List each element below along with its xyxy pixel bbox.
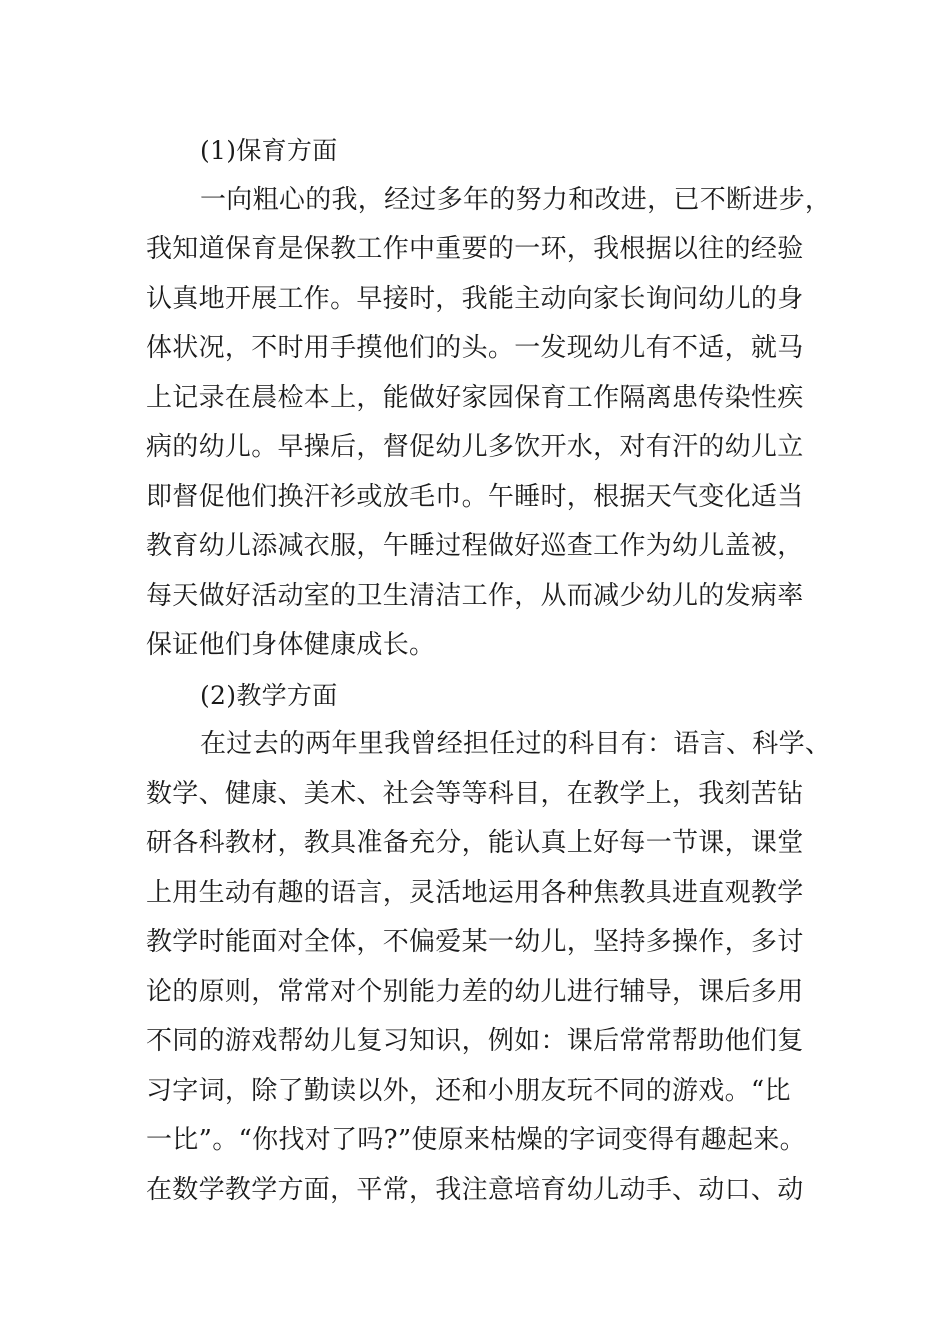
paragraph-childcare <box>146 176 832 671</box>
paragraph-teaching <box>146 720 832 1215</box>
paragraph-line: 数学、健康、美术、社会等等科目，在教学上，我刻苦钻 <box>146 778 804 809</box>
paragraph-line: 即督促他们换汗衫或放毛巾。午睡时，根据天气变化适当 <box>146 481 804 512</box>
paragraph-line: 上记录在晨检本上，能做好家园保育工作隔离患传染性疾 <box>146 382 804 413</box>
paragraph-line: 每天做好活动室的卫生清洁工作，从而减少幼儿的发病率 <box>146 580 804 611</box>
paragraph-line: 论的原则，常常对个别能力差的幼儿进行辅导，课后多用 <box>146 976 804 1007</box>
paragraph-line: 在数学教学方面，平常，我注意培育幼儿动手、动口、动 <box>146 1174 804 1205</box>
paragraph-line: 病的幼儿。早操后，督促幼儿多饮开水，对有汗的幼儿立 <box>146 432 804 462</box>
paragraph-line: 上用生动有趣的语言，灵活地运用各种焦教具进直观教学 <box>146 877 804 908</box>
section-heading-childcare: (1)保育方面 <box>200 136 338 165</box>
paragraph-line: 认真地开展工作。早接时，我能主动向家长询问幼儿的身 <box>146 283 804 314</box>
paragraph-line: 不同的游戏帮幼儿复习知识，例如：课后常常帮助他们复 <box>146 1026 804 1056</box>
paragraph-line: 体状况，不时用手摸他们的头。一发现幼儿有不适，就马 <box>146 333 804 363</box>
paragraph-line: 我知道保育是保教工作中重要的一环，我根据以往的经验 <box>146 234 804 264</box>
paragraph-line: 一向粗心的我，经过多年的努力和改进，已不断进步， <box>200 184 832 215</box>
paragraph-line: 保证他们身体健康成长。 <box>146 630 436 660</box>
paragraph-line: 在过去的两年里我曾经担任过的科目有：语言、科学、 <box>200 729 832 759</box>
paragraph-line: 研各科教材，教具准备充分，能认真上好每一节课，课堂 <box>146 828 804 858</box>
paragraph-line: 教学时能面对全体，不偏爱某一幼儿，坚持多操作，多讨 <box>146 927 804 957</box>
paragraph-line: 习字词，除了勤读以外，还和小朋友玩不同的游戏。“比 <box>146 1075 791 1106</box>
document-body <box>146 126 832 1215</box>
section-heading-teaching: (2)教学方面 <box>200 680 338 710</box>
paragraph-line: 一比”。“你找对了吗?”使原来枯燥的字词变得有趣起来。 <box>146 1125 806 1155</box>
paragraph-line: 教育幼儿添减衣服，午睡过程做好巡查工作为幼儿盖被， <box>146 531 804 561</box>
